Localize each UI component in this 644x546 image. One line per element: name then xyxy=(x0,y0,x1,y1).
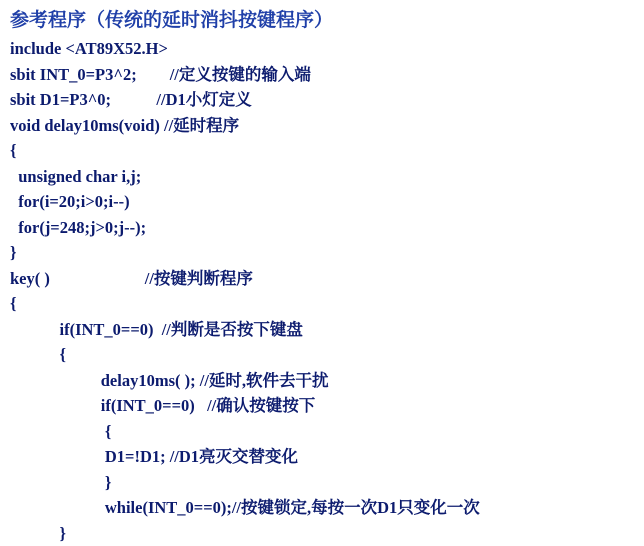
code-line: if(INT_0==0) //确认按键按下 xyxy=(10,393,634,419)
code-line: sbit INT_0=P3^2; //定义按键的输入端 xyxy=(10,62,634,88)
code-line: { xyxy=(10,342,634,368)
code-line: D1=!D1; //D1亮灭交替变化 xyxy=(10,444,634,470)
code-block xyxy=(10,36,634,546)
code-line: include <AT89X52.H> xyxy=(10,36,634,62)
code-line: { xyxy=(10,138,634,164)
code-line: while(INT_0==0);//按键锁定,每按一次D1只变化一次 xyxy=(10,495,634,521)
code-line: } xyxy=(10,240,634,266)
code-line: for(i=20;i>0;i--) xyxy=(10,189,634,215)
code-line: for(j=248;j>0;j--); xyxy=(10,215,634,241)
code-line: } xyxy=(10,521,634,546)
code-line: sbit D1=P3^0; //D1小灯定义 xyxy=(10,87,634,113)
code-line: key( ) //按键判断程序 xyxy=(10,266,634,292)
page-title: 参考程序（传统的延时消抖按键程序） xyxy=(10,8,634,34)
code-line: void delay10ms(void) //延时程序 xyxy=(10,113,634,139)
code-line: } xyxy=(10,470,634,496)
code-line: unsigned char i,j; xyxy=(10,164,634,190)
code-line: { xyxy=(10,419,634,445)
code-line: { xyxy=(10,291,634,317)
code-line: if(INT_0==0) //判断是否按下键盘 xyxy=(10,317,634,343)
code-line: delay10ms( ); //延时,软件去干扰 xyxy=(10,368,634,394)
